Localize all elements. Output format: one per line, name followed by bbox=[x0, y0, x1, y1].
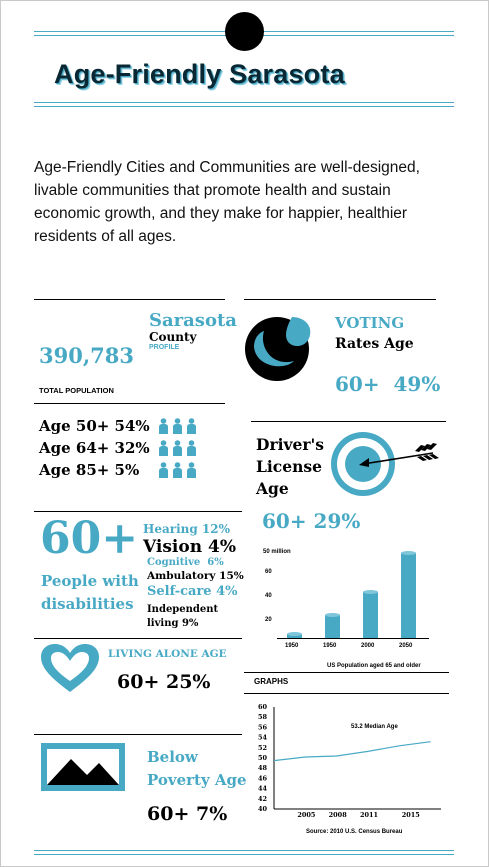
bar-ytick-60: 60 bbox=[265, 569, 272, 575]
line-xtick-2005: 2005 bbox=[297, 811, 316, 819]
living-alone-title: LIVING ALONE AGE bbox=[108, 648, 227, 660]
poverty-stat: 60+ 7% bbox=[147, 803, 228, 825]
disabilities-label-2: disabilities bbox=[41, 595, 134, 613]
bar-chart-caption: US Population aged 65 and older bbox=[327, 663, 421, 669]
chart-source: Source: 2010 U.S. Census Bureau bbox=[306, 829, 403, 835]
voting-stat: 60+ 49% bbox=[335, 372, 441, 396]
header-bottom-line-1 bbox=[34, 102, 454, 103]
person-icon bbox=[186, 440, 197, 461]
mountain-image-icon bbox=[41, 743, 125, 791]
median-age-line-chart bbox=[256, 701, 451, 826]
disability-independent-1: Independent bbox=[147, 604, 219, 615]
bar-3 bbox=[401, 553, 416, 638]
population-value: 390,783 bbox=[39, 343, 134, 368]
disability-hearing: Hearing 12% bbox=[143, 522, 231, 536]
bar-x-axis bbox=[277, 638, 429, 639]
bar-x-label-2: 2000 bbox=[361, 643, 375, 649]
line-ytick-60: 60 bbox=[258, 703, 268, 711]
footer-line-2 bbox=[34, 854, 454, 855]
voting-divider bbox=[244, 299, 436, 300]
line-ytick-46: 46 bbox=[258, 774, 268, 783]
voting-subtitle: Rates Age bbox=[335, 336, 414, 352]
bar-1 bbox=[325, 615, 340, 638]
disability-ambulatory: Ambulatory 15% bbox=[147, 570, 244, 582]
drivers-divider bbox=[251, 421, 446, 422]
disability-independent-2: living 9% bbox=[147, 618, 199, 629]
poverty-line-1: Below bbox=[147, 748, 198, 766]
graphs-label: GRAPHS bbox=[254, 677, 289, 686]
target-arrow-icon bbox=[329, 429, 444, 499]
line-xtick-2015: 2015 bbox=[401, 811, 420, 819]
graphs-top-divider bbox=[244, 672, 449, 673]
line-ytick-44: 44 bbox=[258, 784, 268, 793]
person-icon bbox=[158, 440, 169, 461]
line-ytick-42: 42 bbox=[258, 794, 268, 803]
bar-x-label-3: 2050 bbox=[399, 643, 413, 649]
voting-drop-icon bbox=[244, 311, 318, 385]
poverty-divider bbox=[34, 734, 242, 735]
line-ytick-40: 40 bbox=[258, 805, 268, 813]
header-bottom-line-2 bbox=[34, 106, 454, 107]
drivers-stat: 60+ 29% bbox=[262, 509, 361, 533]
person-icon bbox=[158, 462, 169, 483]
intro-paragraph: Age-Friendly Cities and Communities are well-designed, livable communities that promote health and sustain economic growth, and they make for happier, healthier residents of all ages. bbox=[34, 159, 420, 245]
person-icon bbox=[172, 462, 183, 483]
heart-icon bbox=[39, 642, 101, 696]
line-ytick-50: 50 bbox=[258, 754, 268, 762]
living-alone-stat: 60+ 25% bbox=[117, 671, 211, 693]
person-icon bbox=[186, 418, 197, 439]
age-row-50: Age 50+ 54% bbox=[39, 417, 150, 435]
bar-ytick-top: 50 million bbox=[263, 549, 291, 555]
person-icon bbox=[172, 418, 183, 439]
people-icons-row-2 bbox=[158, 440, 197, 461]
population-divider bbox=[34, 403, 225, 404]
bar-x-label-1: 1950 bbox=[323, 643, 337, 649]
voting-title: VOTING bbox=[335, 314, 405, 332]
header-circle-icon bbox=[225, 12, 264, 51]
bar-ytick-40: 40 bbox=[265, 593, 272, 599]
population-label: TOTAL POPULATION bbox=[39, 386, 114, 395]
profile-label: PROFILE bbox=[149, 344, 180, 351]
bar-2 bbox=[363, 592, 378, 638]
drivers-line-2: License bbox=[256, 457, 322, 476]
bar-ytick-20: 20 bbox=[265, 617, 272, 623]
line-ytick-48: 48 bbox=[258, 764, 268, 773]
disability-cognitive: Cognitive 6% bbox=[147, 557, 224, 568]
bar-0 bbox=[287, 634, 302, 638]
age-row-85: Age 85+ 5% bbox=[39, 461, 140, 479]
population-bar-chart bbox=[259, 541, 449, 691]
drivers-line-3: Age bbox=[256, 479, 289, 498]
disabilities-label-1: People with bbox=[41, 572, 139, 590]
median-age-line bbox=[274, 742, 431, 761]
disability-selfcare: Self-care 4% bbox=[147, 584, 238, 599]
person-icon bbox=[158, 418, 169, 439]
disability-vision: Vision 4% bbox=[143, 537, 236, 557]
profile-divider bbox=[34, 299, 225, 300]
line-ytick-58: 58 bbox=[258, 713, 268, 722]
disabilities-divider bbox=[34, 511, 242, 512]
line-xtick-2011: 2011 bbox=[359, 811, 379, 819]
graphs-bottom-divider bbox=[244, 693, 449, 694]
line-xtick-2008: 2008 bbox=[328, 811, 347, 819]
person-icon bbox=[186, 462, 197, 483]
line-ytick-52: 52 bbox=[258, 743, 268, 752]
living-alone-divider bbox=[34, 638, 242, 639]
people-icons-row-1 bbox=[158, 418, 197, 439]
poverty-line-2: Poverty Age bbox=[147, 771, 247, 789]
drivers-line-1: Driver's bbox=[256, 435, 325, 454]
footer-line-1 bbox=[34, 850, 454, 851]
bar-x-label-0: 1950 bbox=[285, 643, 299, 649]
line-chart-annotation: 53.2 Median Age bbox=[351, 724, 398, 730]
age-row-64: Age 64+ 32% bbox=[39, 439, 150, 457]
person-icon bbox=[172, 440, 183, 461]
profile-county: County bbox=[149, 330, 197, 344]
line-ytick-56: 56 bbox=[258, 723, 268, 732]
disabilities-big: 60+ bbox=[40, 513, 139, 564]
line-ytick-54: 54 bbox=[258, 733, 268, 742]
people-icons-row-3 bbox=[158, 462, 197, 483]
profile-name: Sarasota bbox=[149, 310, 237, 331]
page-title: Age-Friendly Sarasota bbox=[54, 59, 345, 89]
